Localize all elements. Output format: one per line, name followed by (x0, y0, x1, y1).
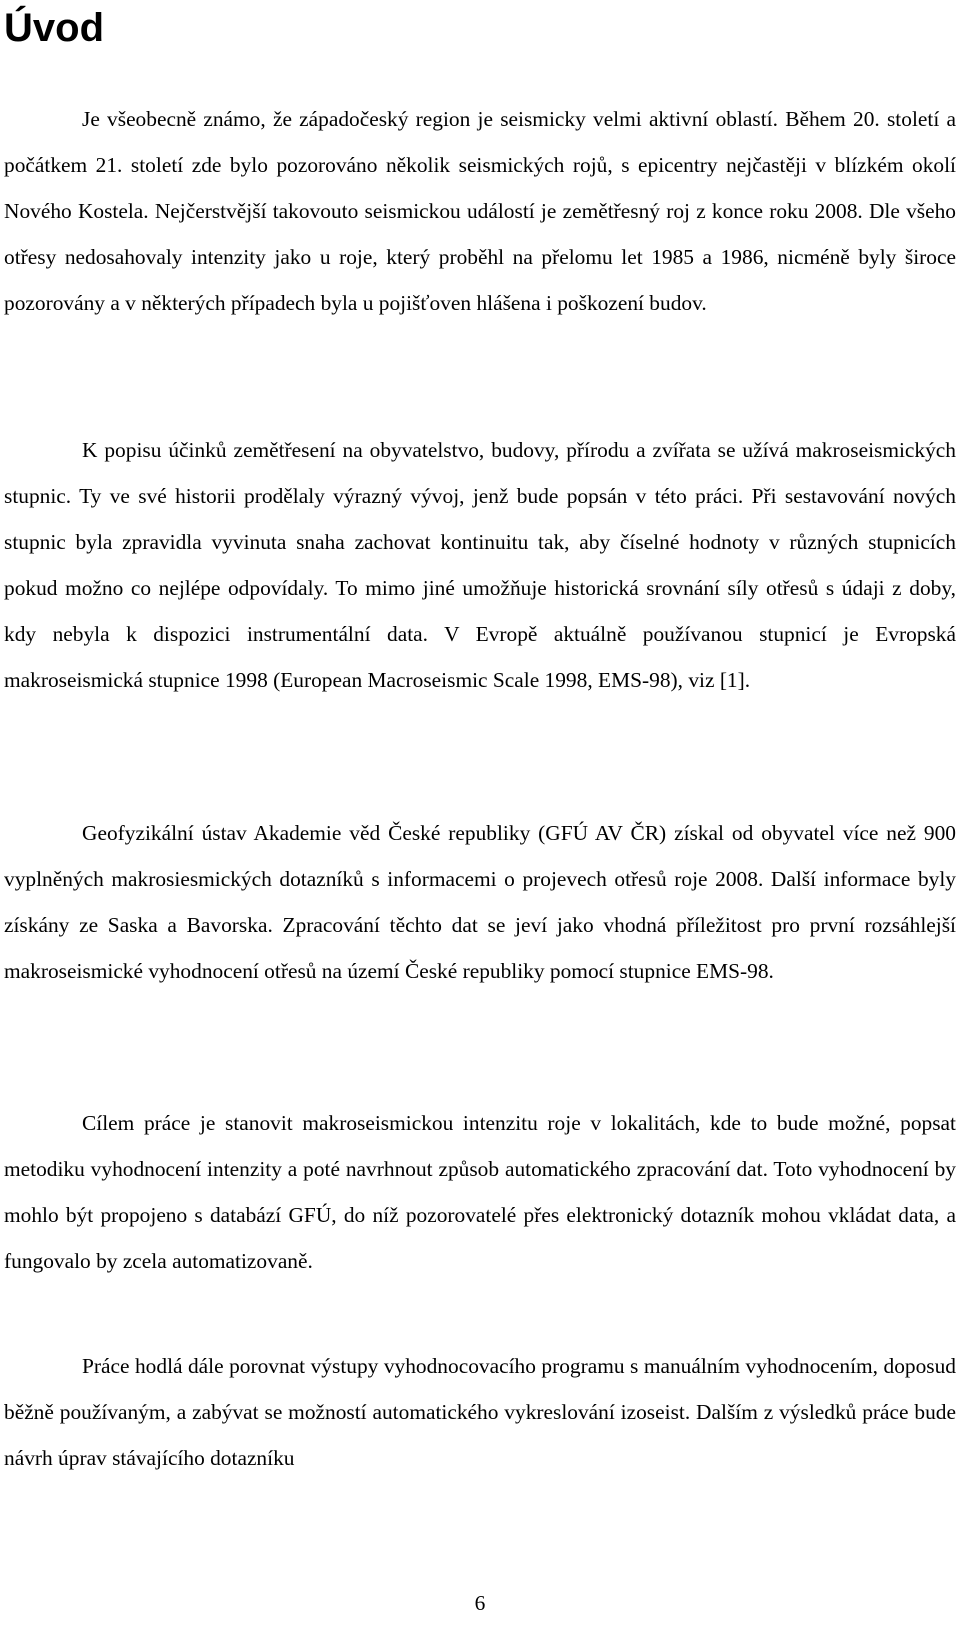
paragraph-aim: Cílem práce je stanovit makroseismickou intenzitu roje v lokalitách, kde to bude možné, popsat metodiku vyhodnocení intenzity a poté navrhnout způsob automatického zpracování dat. Toto vyhodnocení by mohlo být propojeno s databází GFÚ, do níž pozorovatelé přes elektronický dotazník mohou vkládat data, a fungovalo by zcela automatizovaně. (4, 1111, 956, 1273)
paragraph-intro: Je všeobecně známo, že západočeský region je seismicky velmi aktivní oblastí. Během 20. století a počátkem 21. století zde bylo pozorováno několik seismických rojů, s epicentry nejčastěji v blízkém okolí Nového Kostela. Nejčerstvější takovouto seismickou událostí je zemětřesný roj z konce roku 2008. Dle všeho otřesy nedosahovaly intenzity jako u roje, který proběhl na přelomu let 1985 a 1986, nicméně byly široce pozorovány a v některých případech byla u pojišťoven hlášena i poškození budov. (4, 107, 956, 315)
section-heading: Úvod (4, 6, 104, 50)
paragraph-gfu-questionnaires: Geofyzikální ústav Akademie věd České republiky (GFÚ AV ČR) získal od obyvatel více než 900 vyplněných makrosiesmických dotazníků s informacemi o projevech otřesů roje 2008. Další informace byly získány ze Saska a Bavorska. Zpracování těchto dat se jeví jako vhodná příležitost pro první rozsáhlejší makroseismické vyhodnocení otřesů na území České republiky pomocí stupnice EMS-98. (4, 821, 956, 983)
paragraph-comparison: Práce hodlá dále porovnat výstupy vyhodnocovacího programu s manuálním vyhodnocením, doposud běžně používaným, a zabývat se možností automatického vykreslování izoseist. Dalším z výsledků práce bude návrh úprav stávajícího dotazníku (4, 1354, 956, 1470)
page-number: 6 (474, 1591, 486, 1615)
paragraph-macroseismic-scales: K popisu účinků zemětřesení na obyvatelstvo, budovy, přírodu a zvířata se užívá makroseismických stupnic. Ty ve své historii prodělaly výrazný vývoj, jenž bude popsán v této práci. Při sestavování nových stupnic byla zpravidla vyvinuta snaha zachovat kontinuitu tak, aby číselné hodnoty v různých stupnicích pokud možno co nejlépe odpovídaly. To mimo jiné umožňuje historická srovnání síly otřesů s údaji z doby, kdy nebyla k dispozici instrumentální data. V Evropě aktuálně používanou stupnicí je Evropská makroseismická stupnice 1998 (European Macroseismic Scale 1998, EMS-98), viz [1]. (4, 438, 956, 692)
